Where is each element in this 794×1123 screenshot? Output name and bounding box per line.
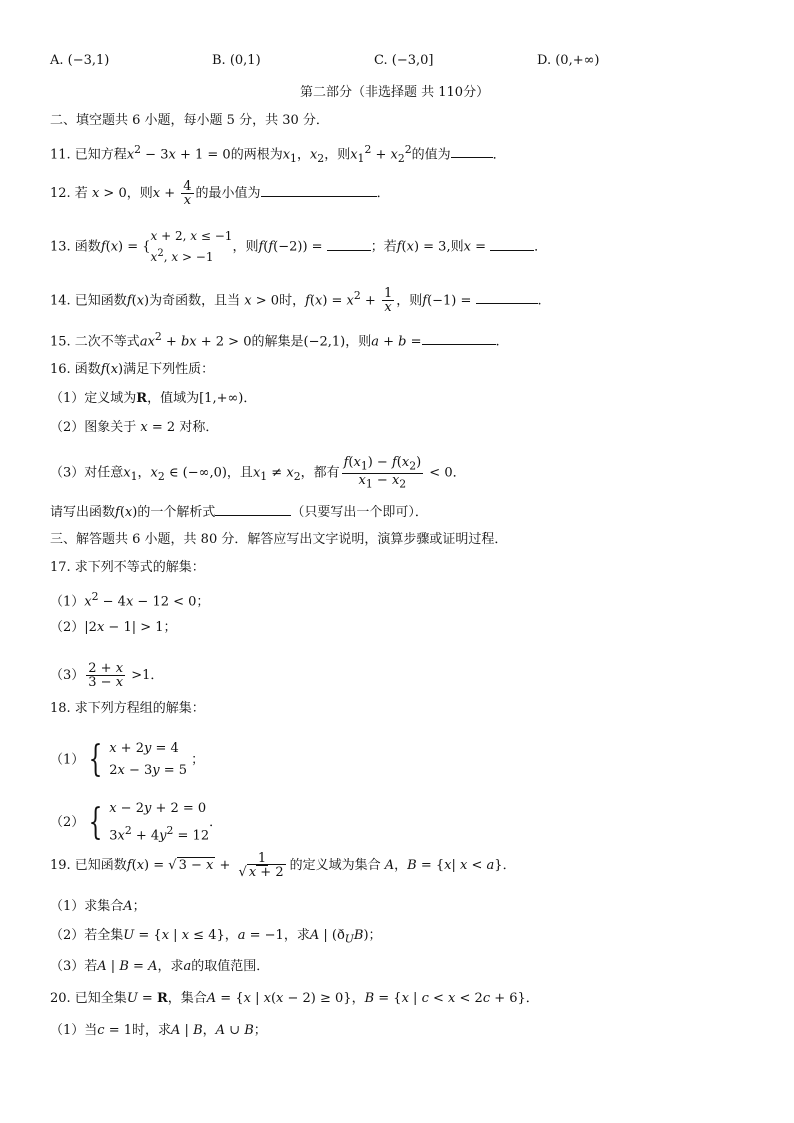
option-b: B. (0,1)	[212, 53, 261, 68]
question-18-part-2: （2） { x − 2y + 2 = 0 $3x^2 + 4y^2 = 12$ ．	[50, 801, 223, 844]
question-16-ask: 请写出函数f(x)的一个解析式 （只要写出一个即可）．	[50, 502, 428, 522]
question-18-title: 18. 求下列方程组的解集：	[50, 701, 205, 716]
question-17-title: 17. 求下列不等式的解集：	[50, 560, 205, 575]
question-16-property-3: （3）对任意$x_1$，$x_2$ ∈ (−∞,0)，且$x_1 \ne x_2$，都有 $\frac{f(x_1) - f(x_2)}{x_1 - x_2}$ < 0．	[50, 455, 466, 491]
answer-blank[interactable]	[490, 237, 534, 251]
part2-title: 第二部分（非选择题 共 110分）	[300, 85, 490, 100]
section3-heading: 三、解答题共 6 小题，共 80 分．解答应写出文字说明，演算步骤或证明过程．	[50, 532, 508, 547]
question-12: 12. 若 x > 0，则x + $\frac{4}{x}$ 的最小值为 ．	[50, 179, 390, 208]
option-c: C. (−3,0]	[374, 53, 434, 68]
option-d: D. (0,+∞)	[537, 53, 600, 68]
question-19-part-3: （3）若A | B = A，求a的取值范围．	[50, 959, 270, 974]
question-17-part-2: （2）|2x − 1| > 1；	[50, 620, 177, 635]
question-19-part-1: （1）求集合A；	[50, 899, 146, 914]
answer-blank[interactable]	[327, 237, 371, 251]
question-18-part-1: （1） { x + 2y = 4 2x − 3y = 5 ；	[50, 739, 205, 780]
question-17-part-1: $(1)x^2 - 4x - 12 < 0$；	[50, 590, 210, 610]
answer-blank[interactable]	[215, 502, 291, 516]
question-15: 15. 二次不等式$ax^2$ + bx + 2 > 0的解集是(−2,1)，则a + b = .	[50, 330, 500, 350]
question-16-property-2: （2）图象关于 x = 2 对称．	[50, 420, 219, 435]
question-11: 11. 已知方程$x^2 - 3x + 1 = 0$的两根为$x_1$，$x_2$，则$x_1^2 + x_2^2$的值为 ．	[50, 143, 506, 165]
question-20: 20. 已知全集U = R，集合A = {x | x(x − 2) ≥ 0}，B = {x | c < x < 2c + 6}．	[50, 991, 539, 1006]
question-14: 14. 已知函数f(x)为奇函数，且当 x > 0时，$f(x) = x^2$ + $\frac{1}{x}$ ，则f(−1) = .	[50, 286, 542, 316]
question-16-property-1: （1）定义域为R，值域为[1,+∞)．	[50, 391, 257, 406]
question-16: 16. 函数f(x)满足下列性质：	[50, 362, 215, 377]
question-13: 13. 函数f(x) = { x + 2, x ≤ −1 $x^2$, x > −1 ，则f(f(−2)) = ；若f(x) = 3,则x = ．	[50, 229, 548, 264]
answer-blank[interactable]	[422, 331, 496, 345]
section2-heading: 二、填空题共 6 小题，每小题 5 分，共 30 分．	[50, 113, 329, 128]
question-19-part-2: （2）若全集U = {x | x ≤ 4}，a = −1，求A | $(ð_UB)$；	[50, 928, 382, 946]
answer-blank[interactable]	[261, 183, 377, 197]
option-a: A. (−3,1)	[50, 53, 110, 68]
question-20-part-1: （1）当c = 1时，求A | B，A ∪ B；	[50, 1023, 267, 1038]
answer-blank[interactable]	[476, 290, 538, 304]
answer-blank[interactable]	[451, 144, 493, 158]
question-17-part-3: （3） $\frac{2 + x}{3 - x}$ >1．	[50, 661, 164, 690]
question-19: 19. 已知函数f(x) = √ 3 − x + $\frac{1}{√ x + 2}$ 的定义域为集合 A，B = {x| x < a}．	[50, 851, 516, 880]
